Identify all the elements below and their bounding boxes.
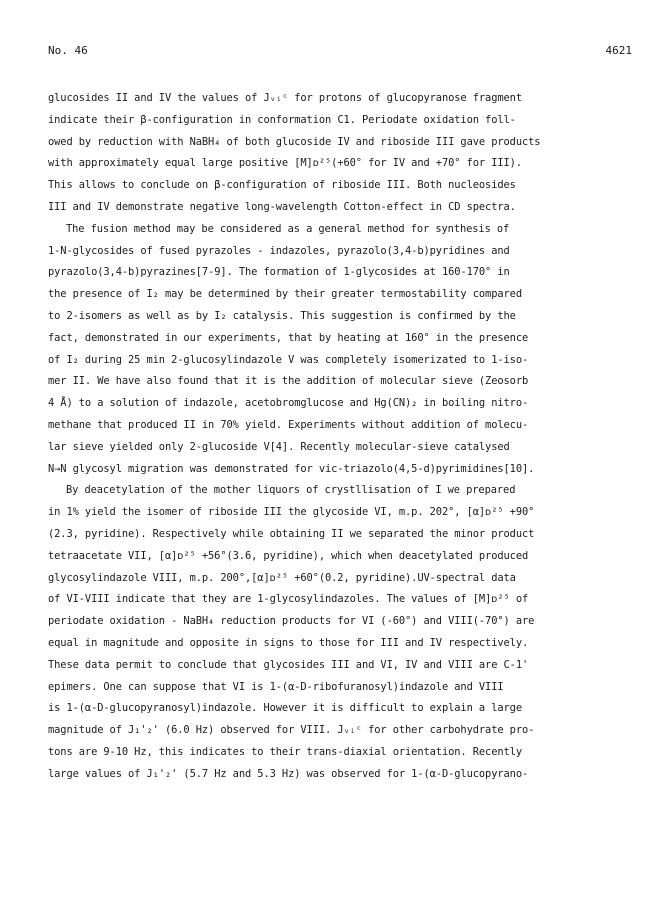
text-line: N→N glycosyl migration was demonstrated for vic-triazolo(4,5-d)pyrimidines[10]. bbox=[48, 462, 535, 475]
text-line: tons are 9-10 Hz, this indicates to their trans-diaxial orientation. Recently bbox=[48, 745, 522, 758]
text-line: large values of J₁'₂' (5.7 Hz and 5.3 Hz) was observed for 1-(α-D-glucopyrano- bbox=[48, 767, 529, 780]
text-line: The fusion method may be considered as a general method for synthesis of bbox=[66, 222, 510, 235]
text-line: glycosylindazole VIII, m.p. 200°,[α]ᴅ²⁵ +60°(0.2, pyridine).UV-spectral data bbox=[48, 571, 516, 584]
text-line: owed by reduction with NaBH₄ of both glucoside IV and riboside III gave products bbox=[48, 135, 541, 148]
text-line: of I₂ during 25 min 2-glucosylindazole V was completely isomerizated to 1-iso- bbox=[48, 353, 529, 366]
text-line: with approximately equal large positive [M]ᴅ²⁵(+60° for IV and +70° for III). bbox=[48, 157, 522, 170]
text-line: 4 Å) to a solution of indazole, acetobromglucose and Hg(CN)₂ in boiling nitro- bbox=[48, 397, 529, 410]
paragraph-fusion-method bbox=[48, 219, 628, 481]
text-line: indicate their β-configuration in conformation C1. Periodate oxidation foll- bbox=[48, 113, 516, 126]
text-line: tetraacetate VII, [α]ᴅ²⁵ +56°(3.6, pyridine), which when deacetylated produced bbox=[48, 549, 529, 562]
text-line: 1-N-glycosides of fused pyrazoles - indazoles, pyrazolo(3,4-b)pyridines and bbox=[48, 244, 510, 257]
text-line: pyrazolo(3,4-b)pyrazines[7-9]. The formation of 1-glycosides at 160-170° in bbox=[48, 266, 510, 279]
text-line: epimers. One can suppose that VI is 1-(α-D-ribofuranosyl)indazole and VIII bbox=[48, 680, 504, 693]
text-line: lar sieve yielded only 2-glucoside V[4]. Recently molecular-sieve catalysed bbox=[48, 440, 510, 453]
paragraph-configuration bbox=[48, 88, 628, 219]
text-line: to 2-isomers as well as by I₂ catalysis. This suggestion is confirmed by the bbox=[48, 309, 516, 322]
text-line: in 1% yield the isomer of riboside III the glycoside VI, m.p. 202°, [α]ᴅ²⁵ +90° bbox=[48, 506, 535, 519]
text-line: By deacetylation of the mother liquors of crystllisation of I we prepared bbox=[66, 484, 516, 497]
text-line: the presence of I₂ may be determined by their greater termostability compared bbox=[48, 288, 522, 301]
journal-number: No. 46 bbox=[48, 44, 88, 57]
text-line: magnitude of J₁'₂' (6.0 Hz) observed for VIII. Jᵥᵢᶜ for other carbohydrate pro- bbox=[48, 724, 535, 737]
text-line: periodate oxidation - NaBH₄ reduction products for VI (-60°) and VIII(-70°) are bbox=[48, 615, 535, 628]
body-text bbox=[48, 88, 628, 786]
text-line: This allows to conclude on β-configuration of riboside III. Both nucleosides bbox=[48, 179, 516, 192]
text-line: of VI-VIII indicate that they are 1-glycosylindazoles. The values of [M]ᴅ²⁵ of bbox=[48, 593, 529, 606]
text-line: (2.3, pyridine). Respectively while obtaining II we separated the minor product bbox=[48, 527, 535, 540]
text-line: fact, demonstrated in our experiments, that by heating at 160° in the presence bbox=[48, 331, 529, 344]
text-line: methane that produced II in 70% yield. Experiments without addition of molecu- bbox=[48, 418, 529, 431]
page-number: 4621 bbox=[605, 44, 632, 57]
paragraph-deacetylation bbox=[48, 480, 628, 785]
text-line: mer II. We have also found that it is the addition of molecular sieve (Zeosorb bbox=[48, 375, 529, 388]
text-line: equal in magnitude and opposite in signs to those for III and IV respectively. bbox=[48, 636, 529, 649]
text-line: These data permit to conclude that glycosides III and VI, IV and VIII are C-1' bbox=[48, 658, 529, 671]
text-line: glucosides II and IV the values of Jᵥᵢᶜ for protons of glucopyranose fragment bbox=[48, 92, 522, 104]
text-line: III and IV demonstrate negative long-wavelength Cotton-effect in CD spectra. bbox=[48, 200, 516, 213]
text-line: is 1-(α-D-glucopyranosyl)indazole. However it is difficult to explain a large bbox=[48, 702, 522, 715]
